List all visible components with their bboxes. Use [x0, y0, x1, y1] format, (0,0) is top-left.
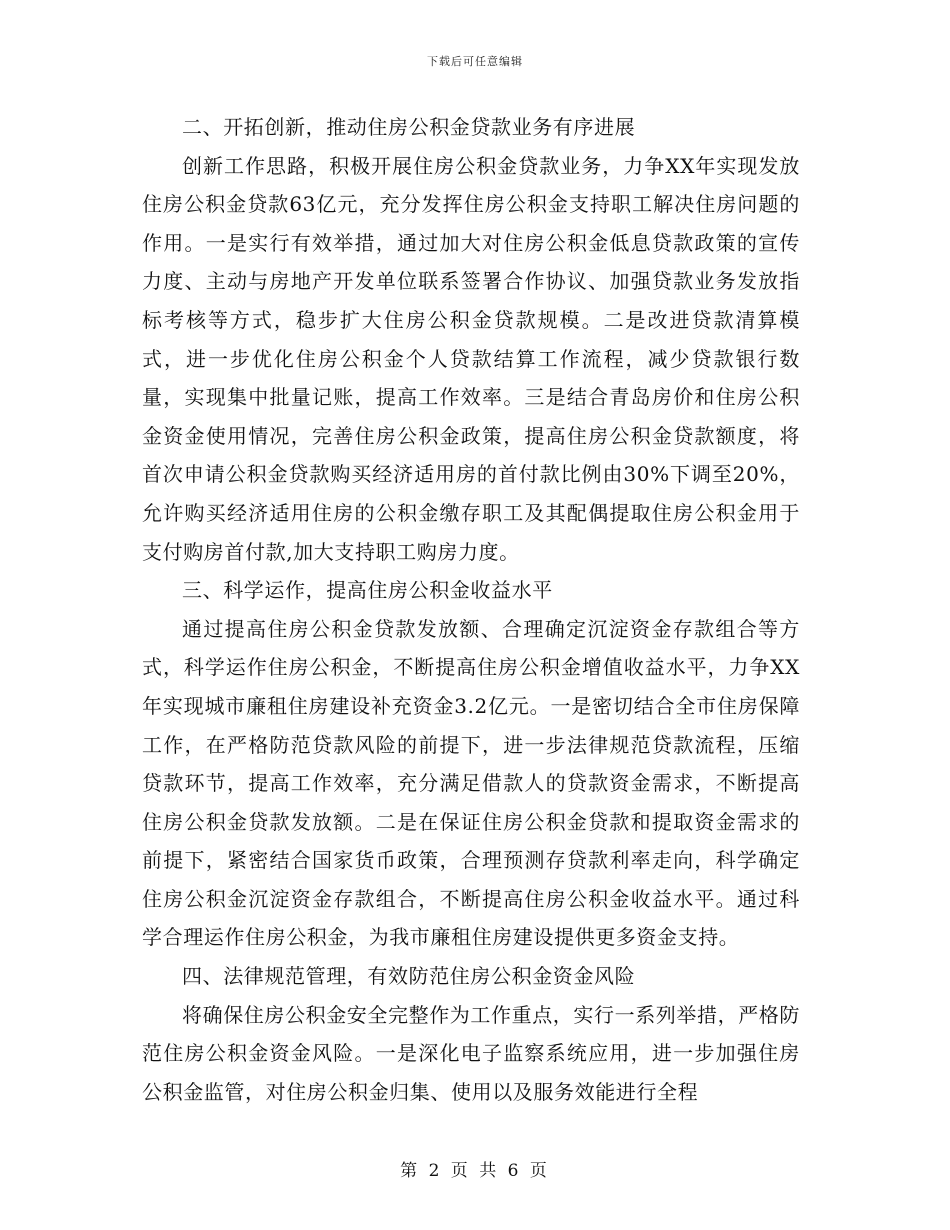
section-heading-2: 二、开拓创新，推动住房公积金贷款业务有序进展: [182, 115, 636, 139]
document-body: [142, 108, 800, 1111]
page-number-footer: 第 2 页 共 6 页: [400, 1161, 550, 1181]
paragraph-section-4: 将确保住房公积金安全完整作为工作重点，实行一系列举措，严格防范住房公积金资金风险。一是深化电子监察系统应用，进一步加强住房公积金监管，对住房公积金归集、使用以及服务效能进行全程: [142, 1002, 800, 1104]
paragraph-section-3: 通过提高住房公积金贷款发放额、合理确定沉淀资金存款组合等方式，科学运作住房公积金，不断提高住房公积金增值收益水平，力争XX年实现城市廉租住房建设补充资金3.2亿元。一是密切结合全市住房保障工作，在严格防范贷款风险的前提下，进一步法律规范贷款流程，压缩贷款环节，提高工作效率，充分满足借款人的贷款资金需求，不断提高住房公积金贷款发放额。二是在保证住房公积金贷款和提取资金需求的前提下，紧密结合国家货币政策，合理预测存贷款利率走向，科学确定住房公积金沉淀资金存款组合，不断提高住房公积金收益水平。通过科学合理运作住房公积金，为我市廉租住房建设提供更多资金支持。: [142, 616, 800, 950]
section-heading-4: 四、法律规范管理，有效防范住房公积金资金风险: [182, 964, 636, 989]
page-header-note: 下载后可任意编辑: [427, 55, 523, 68]
section-heading-3: 三、科学运作，提高住房公积金收益水平: [182, 578, 553, 603]
paragraph-section-2: 创新工作思路，积极开展住房公积金贷款业务，力争XX年实现发放住房公积金贷款63亿元，充分发挥住房公积金支持职工解决住房问题的作用。一是实行有效举措，通过加大对住房公积金低息贷款政策的宣传力度、主动与房地产开发单位联系签署合作协议、加强贷款业务发放指标考核等方式，稳步扩大住房公积金贷款规模。二是改进贷款清算模式，进一步优化住房公积金个人贷款结算工作流程，减少贷款银行数量，实现集中批量记账，提高工作效率。三是结合青岛房价和住房公积金资金使用情况，完善住房公积金政策，提高住房公积金贷款额度，将首次申请公积金贷款购买经济适用房的首付款比例由30%下调至20%，允许购买经济适用住房的公积金缴存职工及其配偶提取住房公积金用于支付购房首付款,加大支持职工购房力度。: [142, 153, 800, 564]
